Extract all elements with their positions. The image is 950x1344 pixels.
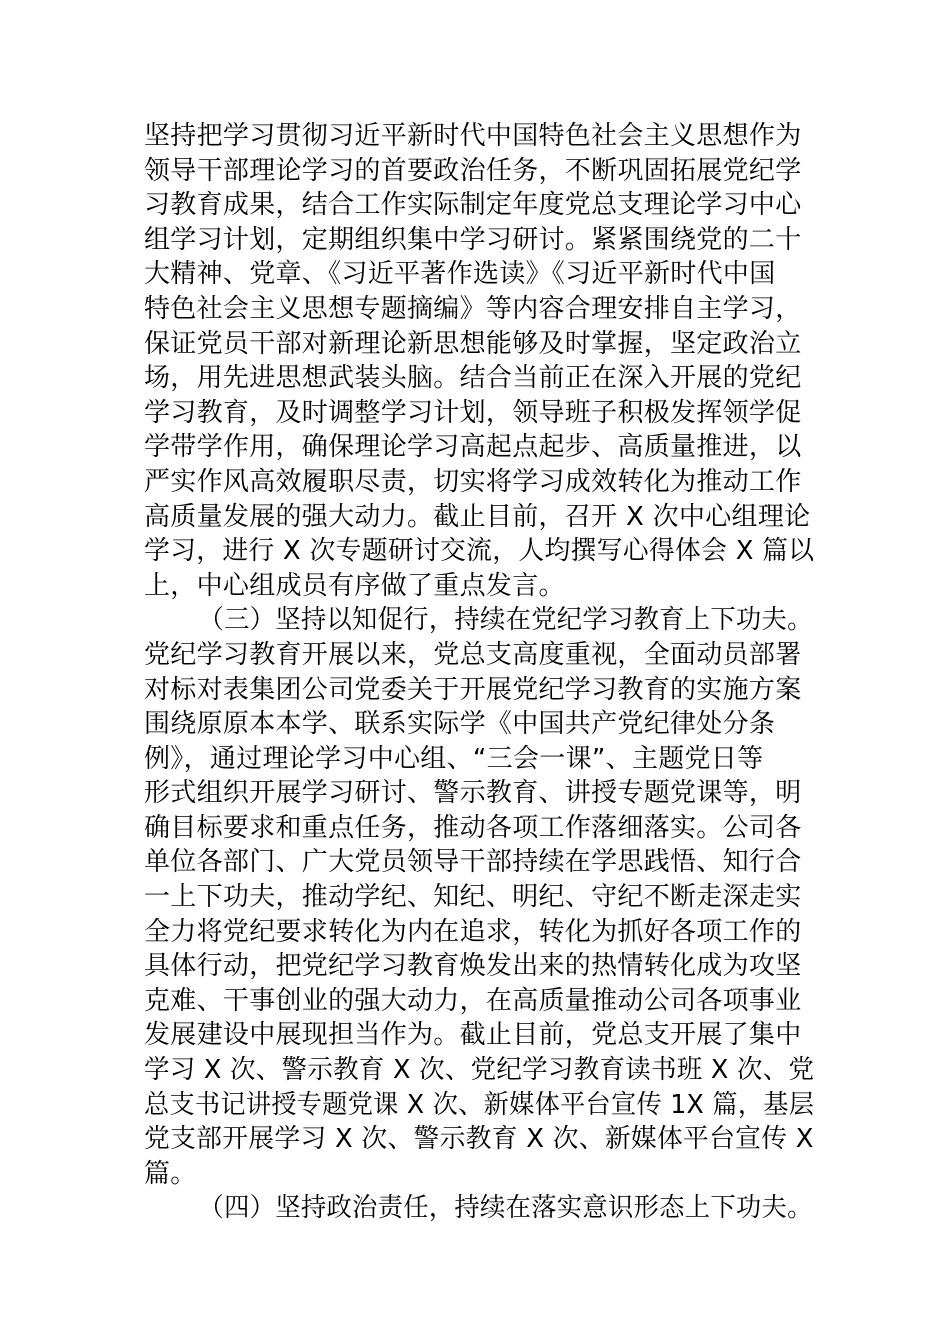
- text-line: 发展建设中展现担当作为。截止目前，党总支开展了集中: [144, 1020, 802, 1051]
- text-line: 全力将党纪要求转化为内在追求，转化为抓好各项工作的: [144, 916, 802, 947]
- text-line: 篇。: [144, 1158, 197, 1189]
- document-body: [144, 119, 814, 1226]
- text-line: 形式组织开展学习研讨、警示教育、讲授专题党课等，明: [144, 778, 802, 809]
- text-line: 高质量发展的强大动力。截止目前，召开 X 次中心组理论: [144, 501, 811, 532]
- text-line: 党纪学习教育开展以来，党总支高度重视，全面动员部署: [144, 639, 802, 670]
- text-line: 上，中心组成员有序做了重点发言。: [144, 570, 565, 601]
- text-line: 克难、干事创业的强大动力，在高质量推动公司各项事业: [144, 985, 802, 1016]
- text-line: 具体行动，把党纪学习教育焕发出来的热情转化成为攻坚: [144, 951, 802, 982]
- text-line: 确目标要求和重点任务，推动各项工作落细落实。公司各: [144, 812, 802, 843]
- section-heading-line: （四）坚持政治责任，持续在落实意识形态上下功夫。: [198, 1193, 813, 1224]
- text-line: 一上下功夫，推动学纪、知纪、明纪、守纪不断走深走实: [144, 882, 802, 913]
- section-heading-line: （三）坚持以知促行，持续在党纪学习教育上下功夫。: [198, 605, 813, 636]
- text-line: 特色社会主义思想专题摘编》等内容合理安排自主学习，: [144, 293, 802, 324]
- text-line: 保证党员干部对新理论新思想能够及时掌握，坚定政治立: [144, 328, 802, 359]
- text-line: 领导干部理论学习的首要政治任务，不断巩固拓展党纪学: [144, 155, 802, 186]
- text-line: 单位各部门、广大党员领导干部持续在学思践悟、知行合: [144, 847, 802, 878]
- text-line: 大精神、党章、《习近平著作选读》《习近平新时代中国: [144, 259, 776, 290]
- text-line: 围绕原原本本学、联系实际学《中国共产党纪律处分条: [144, 709, 776, 740]
- text-line: 坚持把学习贯彻习近平新时代中国特色社会主义思想作为: [144, 121, 802, 151]
- text-line: 例》，通过理论学习中心组、“三会一课”、主题党日等: [144, 743, 764, 774]
- text-line: 党支部开展学习 X 次、警示教育 X 次、新媒体平台宣传 X: [144, 1124, 814, 1155]
- text-line: 组学习计划，定期组织集中学习研讨。紧紧围绕党的二十: [144, 224, 802, 255]
- text-line: 严实作风高效履职尽责，切实将学习成效转化为推动工作: [144, 466, 802, 497]
- text-line: 学习教育，及时调整学习计划，领导班子积极发挥领学促: [144, 397, 802, 428]
- text-line: 学习 X 次、警示教育 X 次、党纪学习教育读书班 X 次、党: [144, 1055, 815, 1086]
- text-line: 学习，进行 X 次专题研讨交流，人均撰写心得体会 X 篇以: [144, 536, 815, 567]
- text-line: 总支书记讲授专题党课 X 次、新媒体平台宣传 1X 篇，基层: [144, 1089, 815, 1120]
- text-line: 习教育成果，结合工作实际制定年度党总支理论学习中心: [144, 190, 802, 221]
- text-line: 学带学作用，确保理论学习高起点起步、高质量推进，以: [144, 432, 802, 463]
- text-line: 场，用先进思想武装头脑。结合当前正在深入开展的党纪: [144, 363, 802, 394]
- text-line: 对标对表集团公司党委关于开展党纪学习教育的实施方案: [144, 674, 802, 705]
